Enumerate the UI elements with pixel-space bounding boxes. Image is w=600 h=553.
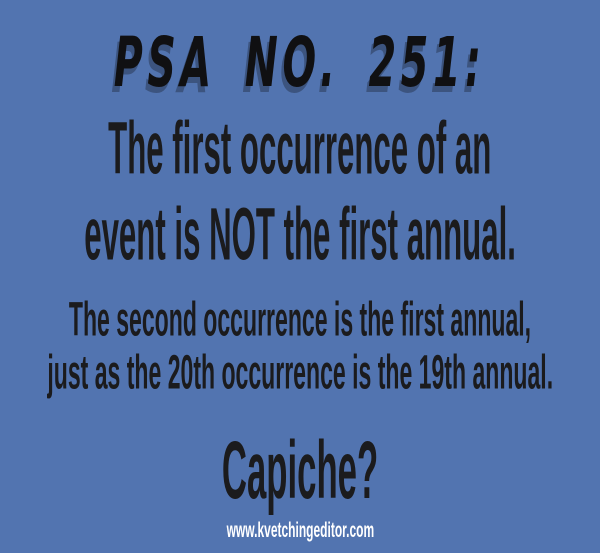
capiche-row xyxy=(0,423,600,515)
detail-line-1: The second occurrence is the first annual, xyxy=(68,291,532,346)
statement-row-1 xyxy=(0,107,600,191)
website-url: www.kvetchingeditor.com xyxy=(226,520,374,543)
footer-row xyxy=(0,521,600,543)
statement-row-2 xyxy=(0,193,600,277)
statement-line-1: The first occurrence of an xyxy=(108,107,492,191)
psa-title-row xyxy=(0,22,600,104)
detail-line-2: just as the 20th occurrence is the 19th annual. xyxy=(47,344,553,399)
psa-title: PSA NO. 251: xyxy=(114,22,486,104)
detail-row-2 xyxy=(0,344,600,399)
capiche-text: Capiche? xyxy=(221,423,379,515)
detail-row-1 xyxy=(0,291,600,346)
statement-line-2: event is NOT the first annual. xyxy=(84,193,516,277)
